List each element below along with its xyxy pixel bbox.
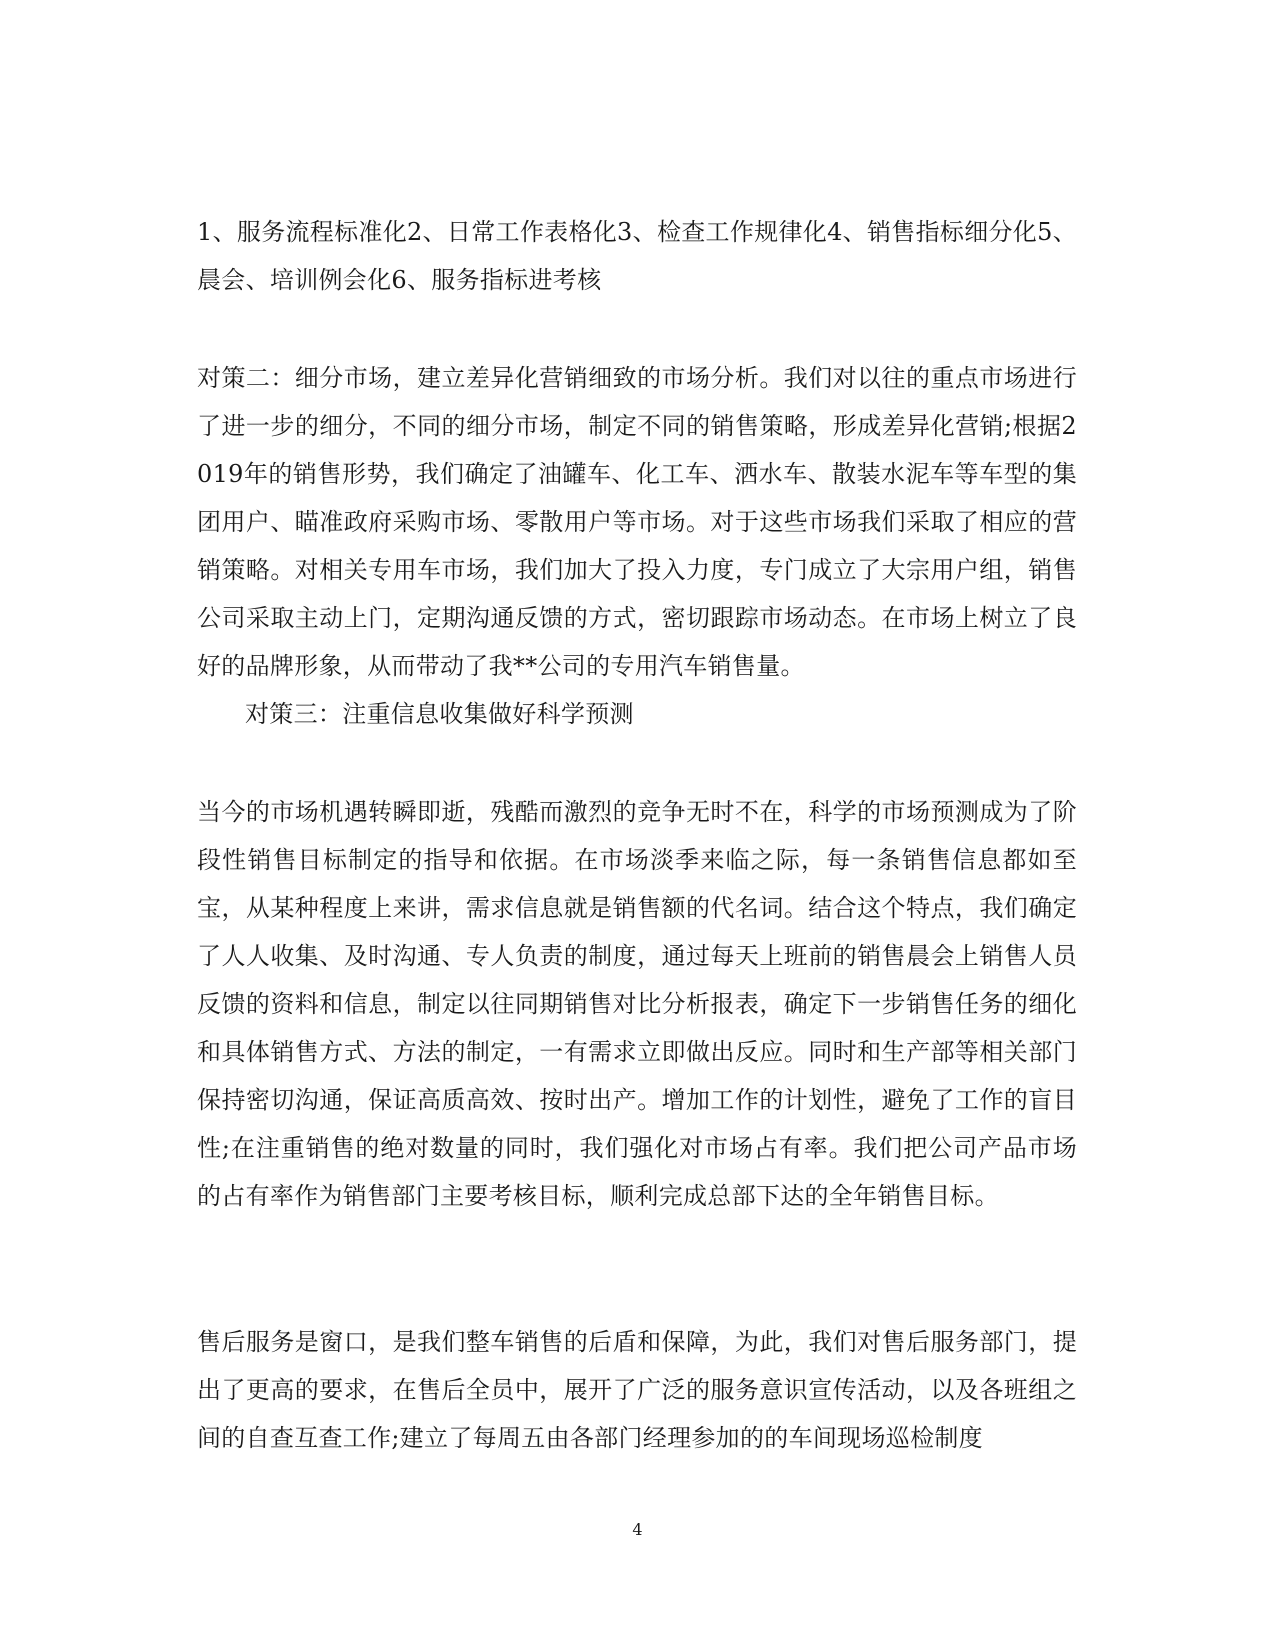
strategy-two-paragraph: 对策二：细分市场，建立差异化营销细致的市场分析。我们对以往的重点市场进行了进一步的细分，不同的细分市场，制定不同的销售策略，形成差异化营销;根据2019年的销售形势，我们确定了油罐车、化工车、洒水车、散装水泥车等车型的集团用户、瞄准政府采购市场、零散用户等市场。对于这些市场我们采取了相应的营销策略。对相关专用车市场，我们加大了投入力度，专门成立了大宗用户组，销售公司采取主动上门，定期沟通反馈的方式，密切跟踪市场动态。在市场上树立了良好的品牌形象，从而带动了我**公司的专用汽车销售量。 xyxy=(197,364,1077,680)
strategy-three-paragraph: 当今的市场机遇转瞬即逝，残酷而激烈的竞争无时不在，科学的市场预测成为了阶段性销售目标制定的指导和依据。在市场淡季来临之际，每一条销售信息都如至宝，从某种程度上来讲，需求信息就是销售额的代名词。结合这个特点，我们确定了人人收集、及时沟通、专人负责的制度，通过每天上班前的销售晨会上销售人员反馈的资料和信息，制定以往同期销售对比分析报表，确定下一步销售任务的细化和具体销售方式、方法的制定，一有需求立即做出反应。同时和生产部等相关部门保持密切沟通，保证高质高效、按时出产。增加工作的计划性，避免了工作的盲目性;在注重销售的绝对数量的同时，我们强化对市场占有率。我们把公司产品市场的占有率作为销售部门主要考核目标，顺利完成总部下达的全年销售目标。 xyxy=(197,798,1077,1210)
after-sales-paragraph: 售后服务是窗口，是我们整车销售的后盾和保障，为此，我们对售后服务部门，提出了更高的要求，在售后全员中，展开了广泛的服务意识宣传活动，以及各班组之间的自查互查工作;建立了每周五由各部门经理参加的的车间现场巡检制度 xyxy=(197,1328,1077,1452)
strategy-three-heading: 对策三：注重信息收集做好科学预测 xyxy=(245,700,634,728)
list-items-paragraph: 1、服务流程标准化2、日常工作表格化3、检查工作规律化4、销售指标细分化5、晨会、培训例会化6、服务指标进考核 xyxy=(197,218,1077,294)
page-number: 4 xyxy=(632,1520,643,1539)
